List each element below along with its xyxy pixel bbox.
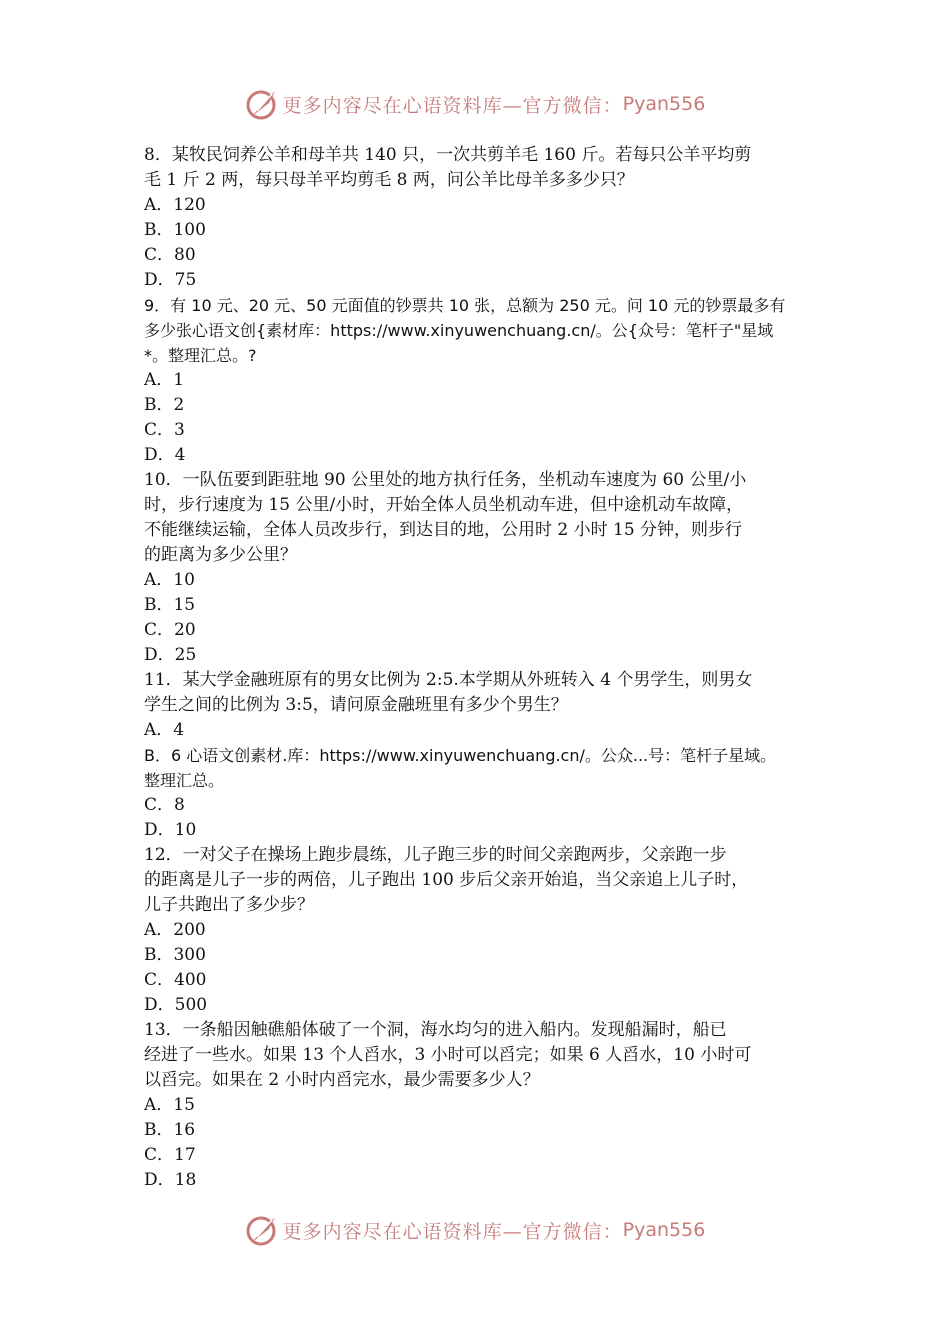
text-line: 9．有 10 元、20 元、50 元面值的钞票共 10 张，总额为 250 元。问 10 元的钞票最多有 <box>144 296 786 315</box>
footer-banner-text: 更多内容尽在心语资料库—官方微信： <box>282 1220 623 1243</box>
option-line: A．120 <box>144 195 206 215</box>
text-line: 10．一队伍要到距驻地 90 公里处的地方执行任务，坐机动车速度为 60 公里/小 <box>144 470 747 490</box>
option-line: C．17 <box>144 1145 196 1165</box>
text-line: 8．某牧民饲养公羊和母羊共 140 只，一次共剪羊毛 160 斤。若每只公羊平均剪 <box>144 145 752 165</box>
option-line: D．25 <box>144 645 197 665</box>
footer-banner <box>0 1210 950 1250</box>
text-line: 儿子共跑出了多少步？ <box>144 895 314 915</box>
text-line: 多少张心语文创{素材库：https://www.xinyuwenchuang.cn/。公{众号：笔杆子"星域 <box>144 321 774 340</box>
text-line: *。整理汇总。? <box>144 346 257 365</box>
option-line: A．15 <box>144 1095 195 1115</box>
text-line: 的距离为多少公里？ <box>144 545 297 565</box>
option-line: A．1 <box>144 370 185 390</box>
text-line: 的距离是儿子一步的两倍，儿子跑出 100 步后父亲开始追，当父亲追上儿子时， <box>144 870 749 890</box>
text-line: 经进了一些水。如果 13 个人舀水，3 小时可以舀完；如果 6 人舀水，10 小时可 <box>144 1045 752 1065</box>
option-line: D．500 <box>144 995 208 1015</box>
option-line: C．8 <box>144 795 185 815</box>
option-line: B．15 <box>144 595 196 615</box>
header-wechat-id: Pyan556 <box>622 93 706 115</box>
option-line: C．80 <box>144 245 196 265</box>
option-line: D．10 <box>144 820 197 840</box>
text-line: 13．一条船因触礁船体破了一个洞，海水均匀的进入船内。发现船漏时，船已 <box>144 1020 727 1040</box>
text-line: 学生之间的比例为 3:5，请问原金融班里有多少个男生？ <box>144 695 568 715</box>
header-banner-text: 更多内容尽在心语资料库—官方微信： <box>282 94 623 117</box>
option-line: C．3 <box>144 420 185 440</box>
option-line: B．16 <box>144 1120 196 1140</box>
option-line: B．2 <box>144 395 185 415</box>
text-line: 12．一对父子在操场上跑步晨练，儿子跑三步的时间父亲跑两步，父亲跑一步 <box>144 845 727 865</box>
text-line: 11．某大学金融班原有的男女比例为 2:5.本学期从外班转入 4 个男学生，则男女 <box>144 670 753 690</box>
text-line: 时，步行速度为 15 公里/小时，开始全体人员坐机动车进，但中途机动车故障， <box>144 495 744 515</box>
text-line: 以舀完。如果在 2 小时内舀完水，最少需要多少人？ <box>144 1070 540 1090</box>
option-line: D．4 <box>144 445 186 465</box>
header-banner <box>0 84 950 124</box>
option-line: A．4 <box>144 720 185 740</box>
option-line: B．100 <box>144 220 206 240</box>
text-line: 不能继续运输，全体人员改步行，到达目的地，公用时 2 小时 15 分钟，则步行 <box>144 520 743 540</box>
text-line: 整理汇总。 <box>144 771 225 790</box>
option-line: B．6 心语文创素材.库：https://www.xinyuwenchuang.cn/。公众...号：笔杆子星域。 <box>144 746 777 765</box>
quill-logo-icon <box>245 1213 279 1247</box>
option-line: D．18 <box>144 1170 197 1190</box>
option-line: A．200 <box>144 920 206 940</box>
option-line: C．400 <box>144 970 207 990</box>
option-line: D．75 <box>144 270 197 290</box>
option-line: C．20 <box>144 620 196 640</box>
option-line: B．300 <box>144 945 206 965</box>
option-line: A．10 <box>144 570 195 590</box>
question-content <box>144 143 824 1193</box>
quill-logo-icon <box>245 87 279 121</box>
footer-wechat-id: Pyan556 <box>622 1219 706 1241</box>
text-line: 毛 1 斤 2 两，每只母羊平均剪毛 8 两，问公羊比母羊多多少只？ <box>144 170 634 190</box>
